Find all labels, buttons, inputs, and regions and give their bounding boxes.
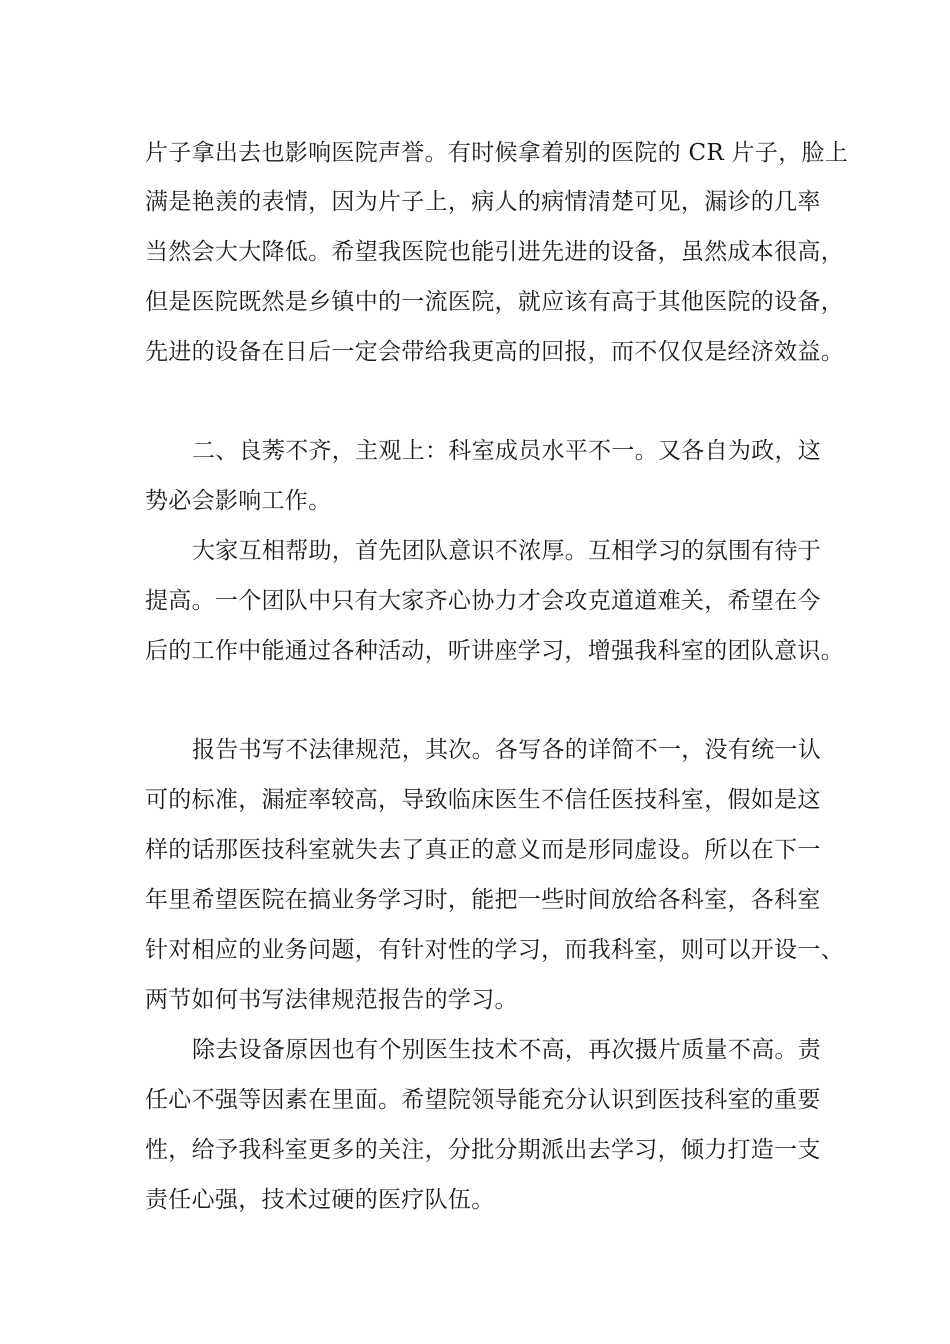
text-line: 后的工作中能通过各种活动，听讲座学习，增强我科室的团队意识。 [145,638,844,664]
text-line: 年里希望医院在搞业务学习时，能把一些时间放给各科室，各科室 [145,887,821,913]
text-line: 两节如何书写法律规范报告的学习。 [145,987,518,1013]
text-line: 当然会大大降低。希望我医院也能引进先进的设备，虽然成本很高， [145,239,844,265]
text-line: 满是艳羡的表情，因为片子上，病人的病情清楚可见，漏诊的几率 [145,189,821,215]
text-line: 可的标准，漏症率较高，导致临床医生不信任医技科室，假如是这 [145,787,821,813]
text-line: 提高。一个团队中只有大家齐心协力才会攻克道道难关，希望在今 [145,588,821,614]
text-line: 先进的设备在日后一定会带给我更高的回报，而不仅仅是经济效益。 [145,339,844,365]
text-line: 责任心强，技术过硬的医疗队伍。 [145,1187,495,1213]
text-line: 任心不强等因素在里面。希望院领导能充分认识到医技科室的重要 [145,1087,821,1113]
text-line: 样的话那医技科室就失去了真正的意义而是形同虚设。所以在下一 [145,837,821,863]
section-heading-line: 二、良莠不齐，主观上：科室成员水平不一。又各自为政，这 [192,438,822,464]
text-line: 势必会影响工作。 [145,488,332,514]
text-line: 除去设备原因也有个别医生技术不高，再次摄片质量不高。责 [192,1037,822,1063]
text-line: 报告书写不法律规范，其次。各写各的详简不一，没有统一认 [192,737,822,763]
text-line: 片子拿出去也影响医院声誉。有时候拿着别的医院的 CR 片子，脸上 [145,140,849,166]
text-line: 针对相应的业务问题，有针对性的学习，而我科室，则可以开设一、 [145,937,844,963]
text-line: 性，给予我科室更多的关注，分批分期派出去学习，倾力打造一支 [145,1137,821,1163]
text-line: 但是医院既然是乡镇中的一流医院，就应该有高于其他医院的设备， [145,289,844,315]
text-line: 大家互相帮助，首先团队意识不浓厚。互相学习的氛围有待于 [192,538,822,564]
